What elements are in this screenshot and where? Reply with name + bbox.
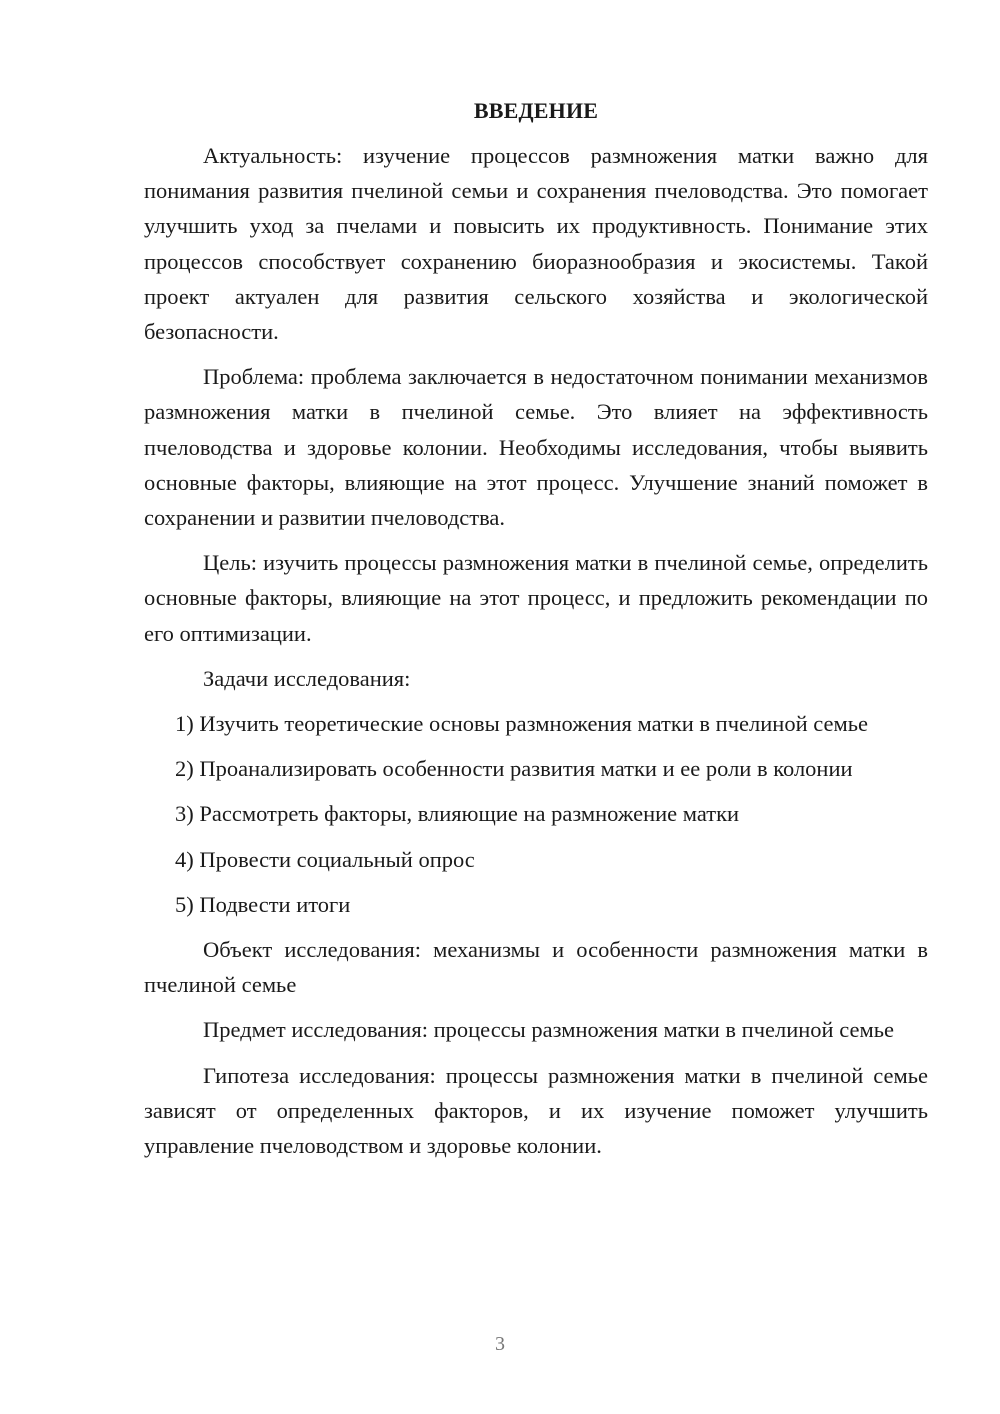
task-item: 3) Рассмотреть факторы, влияющие на размножение матки xyxy=(175,801,740,827)
hypothesis-paragraph: Гипотеза исследования: процессы размножения матки в пчелиной семье зависят от определенных факторов, и их изучение поможет улучшить управление пчеловодством и здоровье колонии. xyxy=(144,1062,928,1159)
task-item: 5) Подвести итоги xyxy=(175,891,351,917)
problem-paragraph: Проблема: проблема заключается в недостаточном понимании механизмов размножения матки в пчелиной семье. Это влияет на эффективность пчеловодства и здоровье колонии. Необходимы исследования, чтобы выявить основные факторы, влияющие на этот процесс. Улучшение знаний поможет в сохранении и развитии пчеловодства. xyxy=(144,364,928,531)
task-item: 2) Проанализировать особенности развития матки и ее роли в колонии xyxy=(175,756,853,782)
document-page xyxy=(144,94,928,1173)
tasks-list xyxy=(144,706,928,922)
relevance-paragraph: Актуальность: изучение процессов размножения матки важно для понимания развития пчелиной семьи и сохранения пчеловодства. Это помогает улучшить уход за пчелами и повысить их продуктивность. Понимание этих процессов способствует сохранению биоразнообразия и экосистемы. Такой проект актуален для развития сельского хозяйства и экологической безопасности. xyxy=(144,143,928,345)
page-number: 3 xyxy=(495,1333,505,1355)
section-title: ВВЕДЕНИЕ xyxy=(473,98,599,123)
task-item: 4) Провести социальный опрос xyxy=(175,846,475,872)
tasks-heading: Задачи исследования: xyxy=(203,665,411,691)
subject-paragraph: Предмет исследования: процессы размножения матки в пчелиной семье xyxy=(203,1017,894,1043)
task-item: 1) Изучить теоретические основы размножения матки в пчелиной семье xyxy=(175,711,868,737)
goal-paragraph: Цель: изучить процессы размножения матки в пчелиной семье, определить основные факторы, влияющие на этот процесс, и предложить рекомендации по его оптимизации. xyxy=(144,550,928,646)
object-paragraph: Объект исследования: механизмы и особенности размножения матки в пчелиной семье xyxy=(144,937,928,998)
